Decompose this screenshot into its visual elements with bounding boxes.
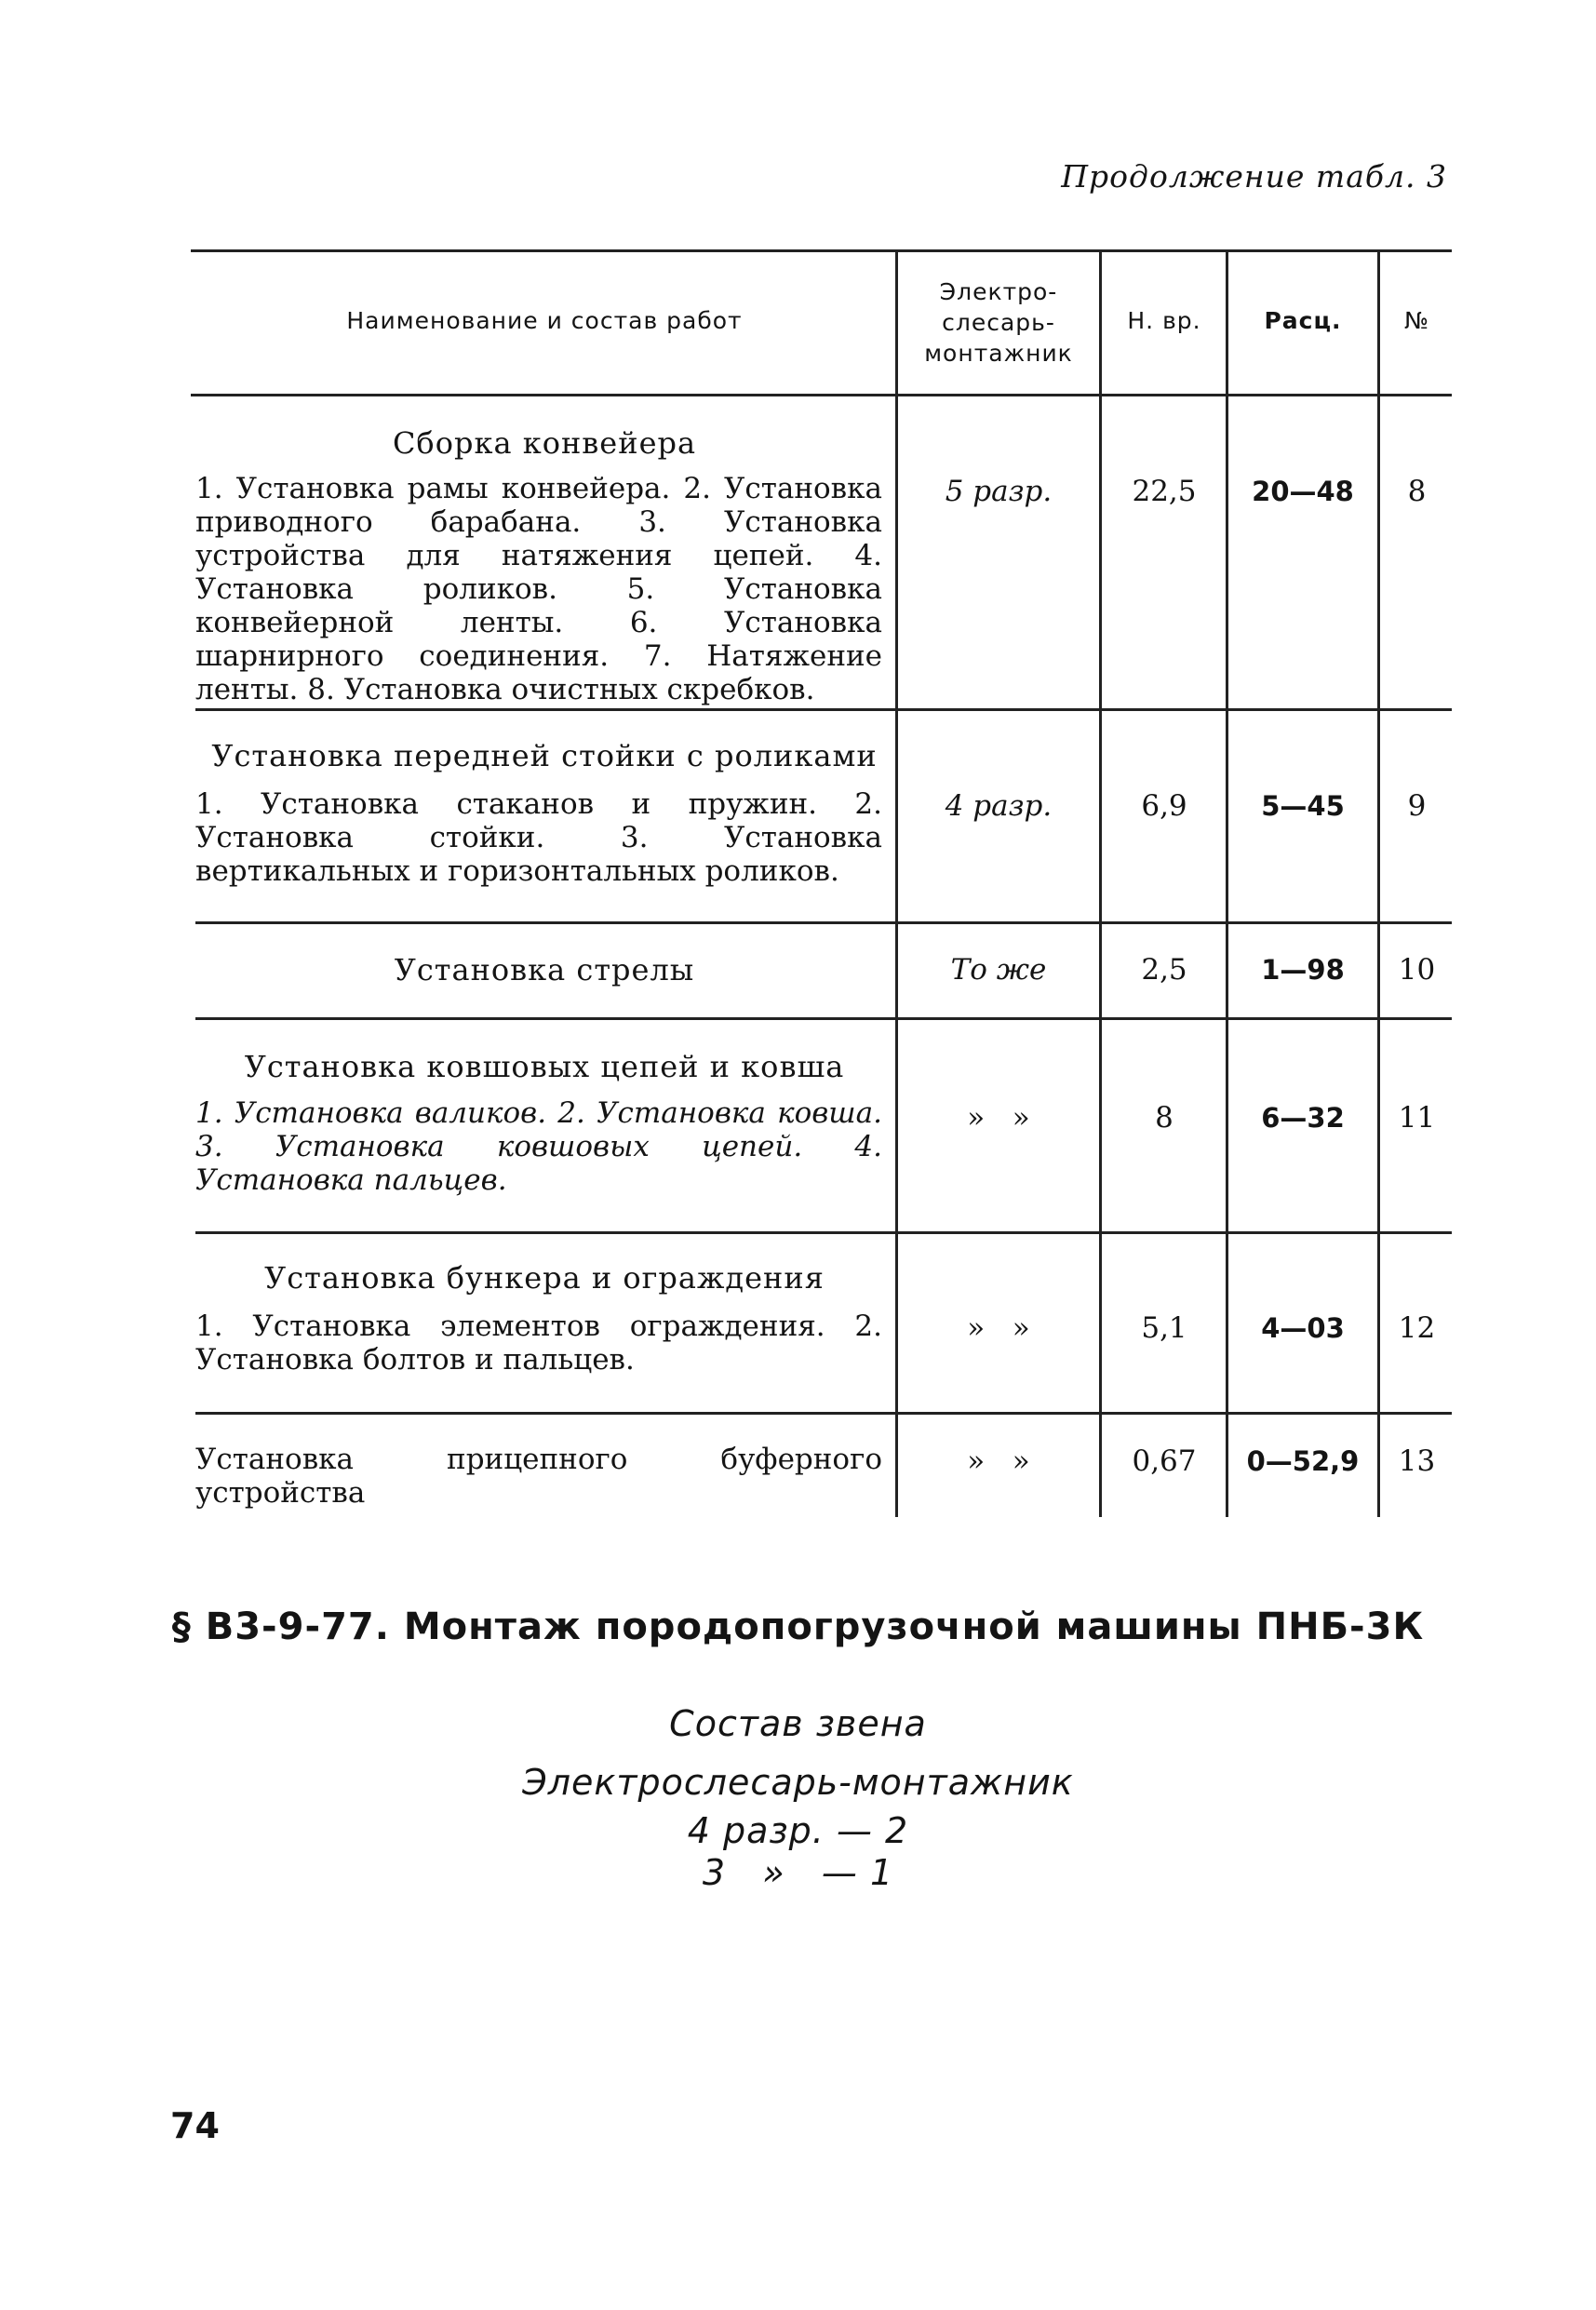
row-rate: 4—03 <box>1261 1312 1345 1344</box>
row-description: 1. Установка валиков. 2. Установка ковша. 3. Установка ковшовых цепей. 4. Установка пальцев. <box>195 1096 882 1197</box>
row-worker-grade: » » <box>967 1311 1030 1345</box>
row-number: 11 <box>1398 1101 1436 1135</box>
row-description: 1. Установка стаканов и пружин. 2. Установка стойки. 3. Установка вертикальных и горизонтальных роликов. <box>195 787 882 888</box>
row-worker-grade: То же <box>950 953 1047 987</box>
row-time-norm: 6,9 <box>1141 789 1187 823</box>
row-divider <box>195 1231 1452 1234</box>
row-divider <box>195 921 1452 924</box>
column-header-name: Наименование и состав работ <box>346 307 743 334</box>
row-description: 1. Установка рамы конвейера. 2. Установка приводного барабана. 3. Установка устройства для натяжения цепей. 4. Установка роликов. 5. Установка конвейерной ленты. 6. Установка шарнирного соединения. 7. Натяжение ленты. 8. Установка очистных скребков. <box>195 472 882 706</box>
row-number: 8 <box>1407 475 1427 508</box>
row-number: 13 <box>1398 1444 1436 1478</box>
column-divider <box>895 251 898 1517</box>
row-rate: 1—98 <box>1261 954 1345 986</box>
row-divider <box>195 708 1452 711</box>
row-title: Установка бункера и ограждения <box>264 1260 825 1296</box>
row-number: 12 <box>1398 1311 1436 1345</box>
column-header-number: № <box>1403 307 1429 334</box>
crew-line-grade-4: 4 разр. — 2 <box>687 1810 909 1851</box>
row-number: 10 <box>1398 953 1436 987</box>
row-rate: 6—32 <box>1261 1102 1345 1134</box>
row-time-norm: 8 <box>1155 1101 1174 1135</box>
column-header-worker: Электро- слесарь- монтажник <box>924 278 1073 367</box>
row-divider <box>195 1412 1452 1415</box>
row-title: Сборка конвейера <box>392 425 697 461</box>
row-rate: 20—48 <box>1252 476 1354 507</box>
column-divider <box>1099 251 1102 1517</box>
row-title: Установка прицепного буферного устройства <box>195 1443 882 1510</box>
row-time-norm: 2,5 <box>1141 953 1187 987</box>
row-worker-grade: » » <box>967 1101 1030 1135</box>
row-worker-grade: 4 разр. <box>945 789 1053 823</box>
row-title: Установка передней стойки с роликами <box>211 738 878 773</box>
page-number: 74 <box>170 2105 220 2146</box>
row-time-norm: 0,67 <box>1132 1444 1197 1478</box>
row-rate: 5—45 <box>1261 790 1345 822</box>
row-rate: 0—52,9 <box>1246 1445 1360 1477</box>
row-title: Установка ковшовых цепей и ковша <box>244 1049 845 1084</box>
row-title: Установка стрелы <box>394 952 695 987</box>
row-divider <box>195 1017 1452 1020</box>
table-top-rule <box>191 249 1452 252</box>
table-continuation-label: Продолжение табл. 3 <box>1061 158 1447 195</box>
column-header-rate: Расц. <box>1264 307 1342 334</box>
crew-worker: Электрослесарь-монтажник <box>522 1762 1074 1803</box>
row-number: 9 <box>1407 789 1427 823</box>
row-worker-grade: » » <box>967 1444 1030 1478</box>
column-divider <box>1226 251 1228 1517</box>
row-time-norm: 22,5 <box>1132 475 1197 508</box>
crew-heading: Состав звена <box>669 1703 927 1744</box>
section-heading: § В3-9-77. Монтаж породопогрузочной машины ПНБ-3К <box>171 1605 1425 1648</box>
row-worker-grade: 5 разр. <box>945 475 1053 508</box>
column-header-time: Н. вр. <box>1127 307 1201 334</box>
crew-line-grade-3: 3 » — 1 <box>702 1852 894 1893</box>
table-header-rule <box>191 394 1452 396</box>
column-divider <box>1377 251 1380 1517</box>
row-time-norm: 5,1 <box>1141 1311 1187 1345</box>
row-description: 1. Установка элементов ограждения. 2. Установка болтов и пальцев. <box>195 1309 882 1377</box>
